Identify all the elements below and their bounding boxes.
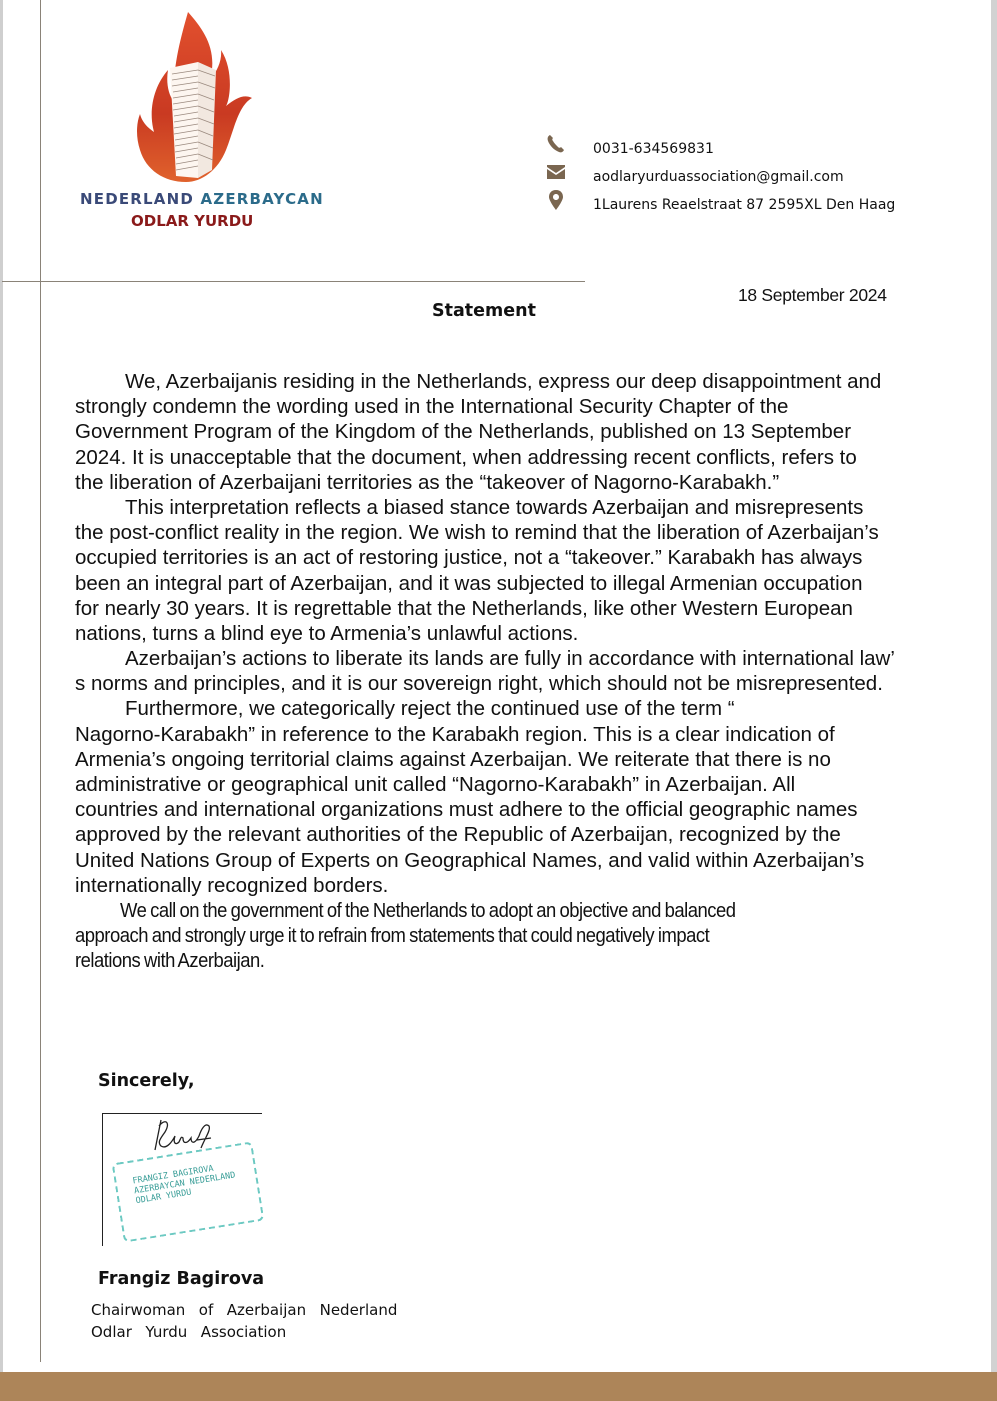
document-title: Statement — [432, 301, 536, 321]
signer-role-line2: Odlar Yurdu Association — [91, 1323, 287, 1341]
logo-text-odlar-yurdu: ODLAR YURDU — [131, 212, 254, 230]
body-line: s norms and principles, and it is our sovereign right, which should not be misrepresented. — [75, 672, 883, 696]
body-line: This interpretation reflects a biased stance towards Azerbaijan and misrepresents — [125, 495, 864, 519]
body-line: United Nations Group of Experts on Geographical Names, and valid within Azerbaijan’s — [75, 848, 865, 872]
signature-stamp-image — [102, 1113, 262, 1246]
body-line: administrative or geographical unit called “Nagorno-Karabakh” in Azerbaijan. All — [75, 773, 796, 796]
body-line: relations with Azerbaijan. — [75, 949, 265, 973]
statement-body — [75, 369, 975, 974]
closing-salutation: Sincerely, — [98, 1071, 195, 1091]
signer-role — [91, 1299, 397, 1343]
body-line: for nearly 30 years. It is regrettable that the Netherlands, like other Western European — [75, 596, 853, 620]
organization-stamp — [112, 1141, 265, 1242]
body-line: countries and international organizations must adhere to the official geographic names — [75, 798, 858, 822]
body-line: been an integral part of Azerbaijan, and it was subjected to illegal Armenian occupation — [75, 571, 863, 595]
body-line: strongly condemn the wording used in the International Security Chapter of the — [75, 395, 789, 419]
body-line: Azerbaijan’s actions to liberate its lands are fully in accordance with international law’ — [125, 647, 895, 671]
body-line: nations, turns a blind eye to Armenia’s unlawful actions. — [75, 621, 579, 645]
map-pin-icon — [545, 189, 567, 211]
phone-number: 0031-634569831 — [593, 141, 714, 157]
body-line: Government Program of the Kingdom of the Netherlands, published on 13 September — [75, 420, 852, 444]
signer-name: Frangiz Bagirova — [98, 1269, 265, 1289]
logo-text-nederland-azerbaycan: NEDERLAND AZERBAYCAN — [80, 190, 324, 208]
body-line: We, Azerbaijanis residing in the Netherlands, express our deep disappointment and — [125, 370, 882, 393]
organization-logo — [78, 10, 324, 235]
email-address: aodlaryurduassociation@gmail.com — [593, 169, 844, 185]
body-line: internationally recognized borders. — [75, 873, 389, 897]
body-line: Nagorno-Karabakh” in reference to the Karabakh region. This is a clear indication of — [75, 722, 835, 746]
body-line: Furthermore, we categorically reject the continued use of the term “ — [125, 697, 735, 721]
body-line: occupied territories is an act of restoring justice, not a “takeover.” Karabakh has always — [75, 546, 863, 570]
body-line: 2024. It is unacceptable that the document, when addressing recent conflicts, refers to — [75, 445, 857, 469]
page-left-edge — [0, 0, 3, 1372]
letterhead-horizontal-rule — [2, 281, 585, 282]
envelope-icon — [545, 161, 567, 183]
postal-address: 1Laurens Reaelstraat 87 2595XL Den Haag — [593, 197, 896, 213]
body-line: We call on the government of the Netherlands to adopt an objective and balanced — [120, 898, 736, 922]
stamp-text: FRANGIZ BAGIROVA AZERBAYCAN NEDERLAND ODLAR YURDU — [131, 1163, 240, 1217]
body-line: Armenia’s ongoing territorial claims against Azerbaijan. We reiterate that there is no — [75, 747, 831, 771]
signer-role-line1: Chairwoman of Azerbaijan Nederland — [91, 1301, 398, 1319]
phone-icon — [545, 133, 567, 155]
flame-tower-logo-icon — [126, 10, 256, 188]
document-date: 18 September 2024 — [738, 285, 887, 305]
footer-band — [0, 1372, 997, 1401]
body-line: the liberation of Azerbaijani territories as the “takeover of Nagorno-Karabakh.” — [75, 470, 780, 494]
body-line: the post-conflict reality in the region. We wish to remind that the liberation of Azerbaijan’s — [75, 521, 879, 545]
body-line: approved by the relevant authorities of the Republic of Azerbaijan, recognized by the — [75, 823, 841, 847]
page-right-edge — [991, 0, 997, 1372]
body-line: approach and strongly urge it to refrain from statements that could negatively impact — [75, 924, 710, 948]
letterhead-vertical-rule — [40, 0, 41, 1362]
